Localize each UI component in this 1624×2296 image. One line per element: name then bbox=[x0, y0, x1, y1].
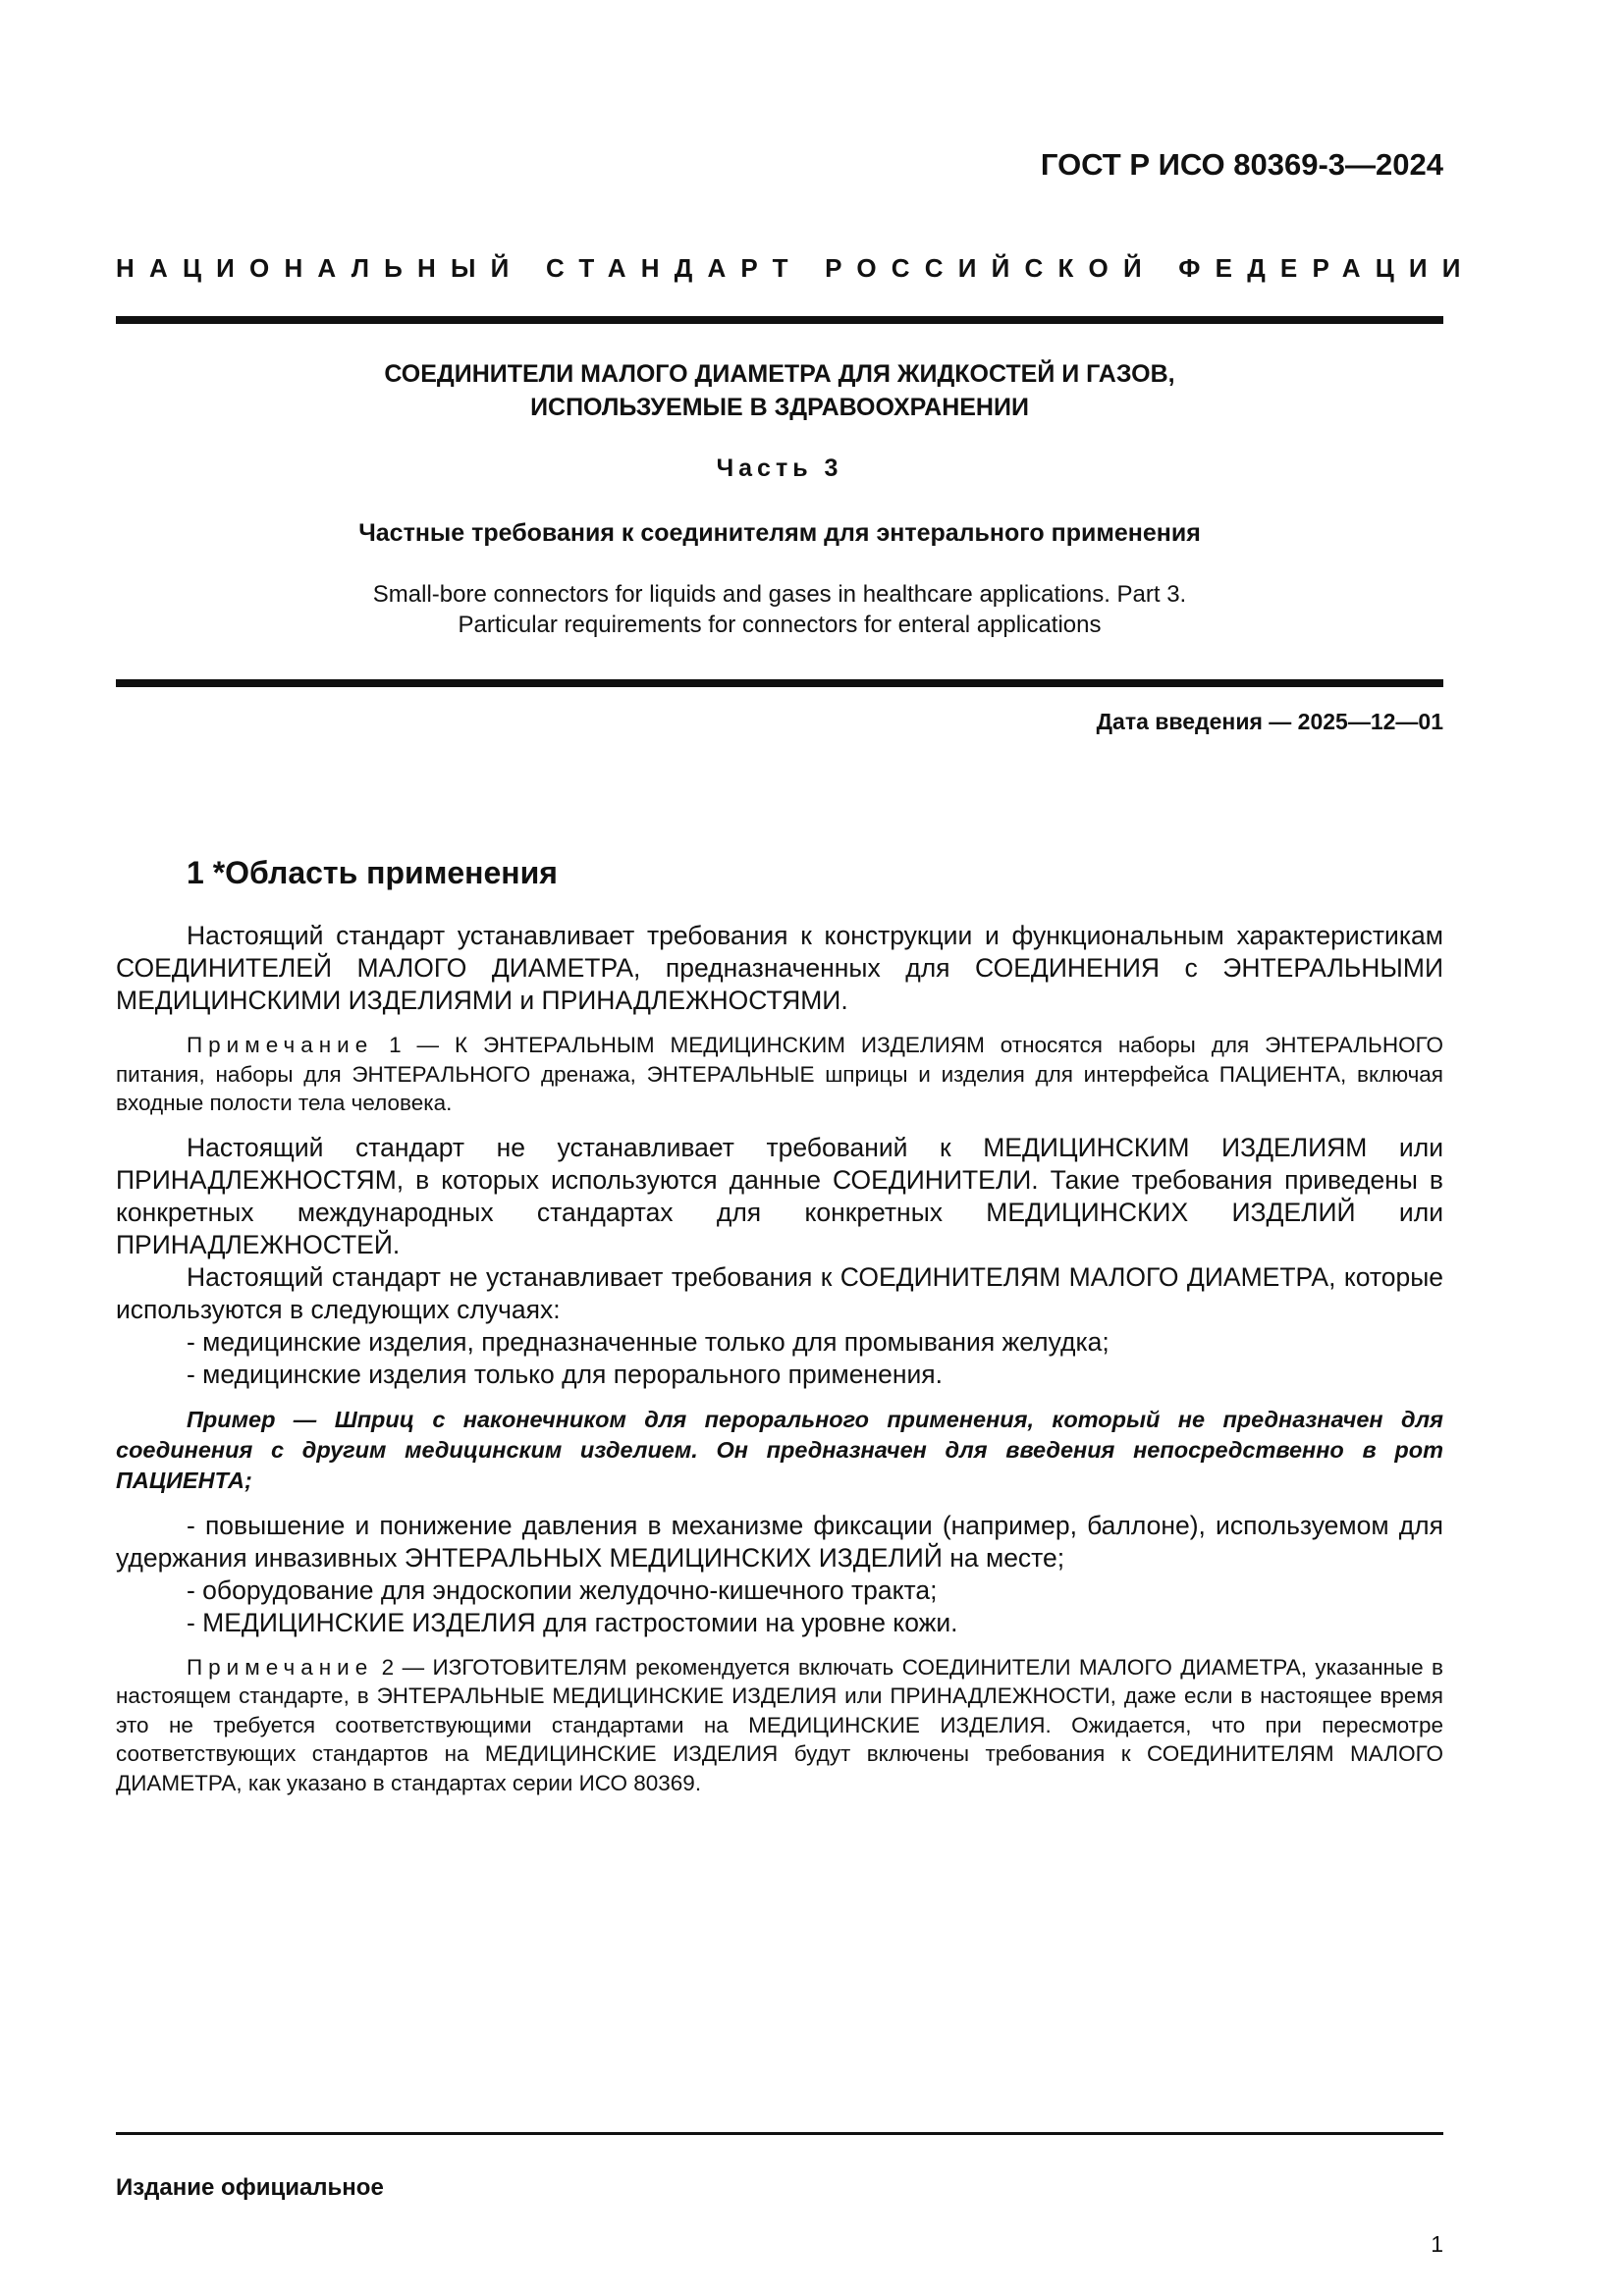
list-item: - повышение и понижение давления в механизме фиксации (например, баллоне), используемом для удержания инвазивных ЭНТЕРАЛЬНЫХ МЕДИЦИНСКИХ ИЗДЕЛИЙ на месте; bbox=[116, 1510, 1443, 1573]
list-item: - оборудование для эндоскопии желудочно-кишечного тракта; bbox=[187, 1575, 938, 1605]
page-number: 1 bbox=[1431, 2231, 1443, 2257]
note-1 bbox=[116, 1031, 1443, 1118]
paragraph-exclusions: Настоящий стандарт не устанавливает требований к МЕДИЦИНСКИМ ИЗДЕЛИЯМ или ПРИНАДЛЕЖНОСТЯМ, в которых используются данные СОЕДИНИТЕЛИ. Такие требования приведены в конкретных международных стандартах для конкретных МЕДИЦИНСКИХ ИЗДЕЛИЙ или ПРИНАДЛЕЖНОСТЕЙ. bbox=[116, 1132, 1443, 1259]
title-english-line-1: Small-bore connectors for liquids and gases in healthcare applications. Part 3. bbox=[372, 581, 1187, 608]
list-item: - МЕДИЦИНСКИЕ ИЗДЕЛИЯ для гастростомии на уровне кожи. bbox=[187, 1607, 958, 1637]
section-body bbox=[116, 920, 1443, 1797]
part-label: Часть 3 bbox=[716, 454, 843, 482]
title-russian bbox=[116, 357, 1443, 424]
document-code: ГОСТ Р ИСО 80369-3—2024 bbox=[1040, 147, 1443, 182]
title-divider bbox=[116, 679, 1443, 687]
note-2-label: Примечание bbox=[187, 1654, 374, 1680]
introduction-date: Дата введения — 2025—12—01 bbox=[1096, 709, 1443, 734]
subtitle: Частные требования к соединителям для энтерального применения bbox=[358, 519, 1201, 547]
list-item: - медицинские изделия, предназначенные только для промывания желудка; bbox=[187, 1326, 1110, 1357]
title-russian-line-2: ИСПОЛЬЗУЕМЫЕ В ЗДРАВООХРАНЕНИИ bbox=[530, 394, 1029, 421]
list-item: - медицинские изделия только для перорального применения. bbox=[187, 1359, 943, 1389]
paragraph-cases: Настоящий стандарт не устанавливает требования к СОЕДИНИТЕЛЯМ МАЛОГО ДИАМЕТРА, которые используются в следующих случаях: bbox=[116, 1261, 1443, 1324]
note-1-label: Примечание bbox=[187, 1033, 374, 1057]
top-divider bbox=[116, 316, 1443, 324]
title-english-line-2: Particular requirements for connectors for enteral applications bbox=[458, 612, 1102, 638]
paragraph-scope: Настоящий стандарт устанавливает требования к конструкции и функциональным характеристикам СОЕДИНИТЕЛЕЙ МАЛОГО ДИАМЕТРА, предназначенных для СОЕДИНЕНИЯ с ЭНТЕРАЛЬНЫМИ МЕДИЦИНСКИМИ ИЗДЕЛИЯМИ и ПРИНАДЛЕЖНОСТЯМИ. bbox=[116, 921, 1443, 1015]
title-english bbox=[116, 579, 1443, 640]
section-heading: 1 *Область применения bbox=[187, 855, 558, 890]
note-2-text: 2 — ИЗГОТОВИТЕЛЯМ рекомендуется включать СОЕДИНИТЕЛИ МАЛОГО ДИАМЕТРА, указанные в настоящем стандарте, в ЭНТЕРАЛЬНЫЕ МЕДИЦИНСКИЕ ИЗДЕЛИЯ или ПРИНАДЛЕЖНОСТИ, даже если в настоящее время это не требуется соответствующими стандартами на МЕДИЦИНСКИЕ ИЗДЕЛИЯ. Ожидается, что при пересмотре соответствующих стандартов на МЕДИЦИНСКИЕ ИЗДЕЛИЯ будут включены требования к СОЕДИНИТЕЛЯМ МАЛОГО ДИАМЕТРА, как указано в стандартах серии ИСО 80369. bbox=[116, 1654, 1443, 1795]
example: Пример — Шприц с наконечником для перорального применения, который не предназначен для соединения с другим медицинским изделием. Он предназначен для введения непосредственно в рот ПАЦИЕНТА; bbox=[116, 1406, 1443, 1493]
national-standard-banner: НАЦИОНАЛЬНЫЙ СТАНДАРТ РОССИЙСКОЙ ФЕДЕРАЦИИ bbox=[116, 253, 1476, 283]
note-1-text: 1 — К ЭНТЕРАЛЬНЫМ МЕДИЦИНСКИМ ИЗДЕЛИЯМ относятся наборы для ЭНТЕРАЛЬНОГО питания, наборы для ЭНТЕРАЛЬНОГО дренажа, ЭНТЕРАЛЬНЫЕ шприцы и изделия для интерфейса ПАЦИЕНТА, включая входные полости тела человека. bbox=[116, 1033, 1443, 1115]
official-edition-label: Издание официальное bbox=[116, 2174, 384, 2201]
title-russian-line-1: СОЕДИНИТЕЛИ МАЛОГО ДИАМЕТРА ДЛЯ ЖИДКОСТЕЙ И ГАЗОВ, bbox=[384, 360, 1175, 388]
note-2 bbox=[116, 1653, 1443, 1798]
footer-divider bbox=[116, 2132, 1443, 2135]
